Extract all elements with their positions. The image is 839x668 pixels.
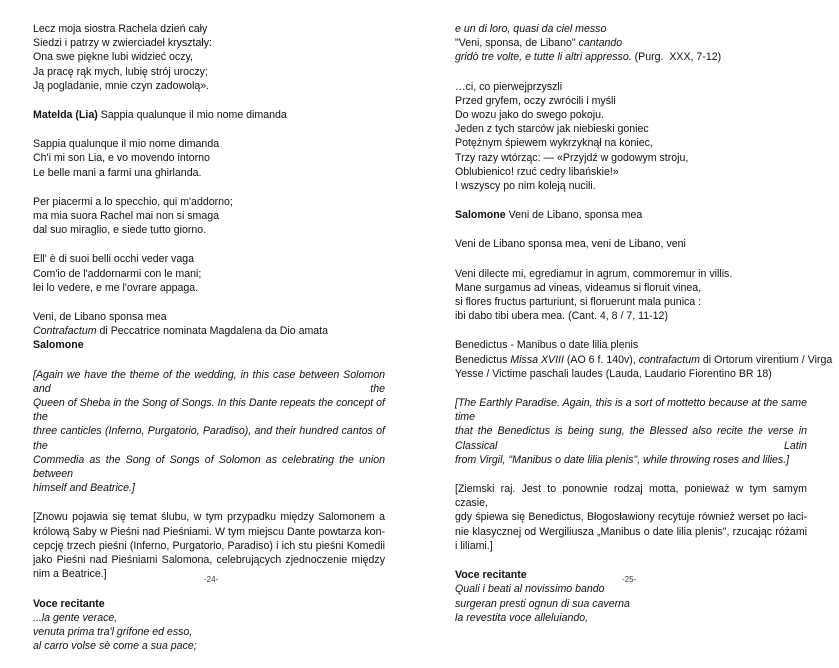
text-run: (AO 6 f. 140v), [563,353,639,366]
verse-line: Ona swe piękne lubi widzieć oczy, [33,51,193,64]
note-line: three canticles (Inferno, Purgatorio, Paradiso), and their hundred cantos of the [33,425,385,452]
verse-line: Le belle mani a farmi una ghirlanda. [33,166,202,179]
heading-line [455,208,807,222]
verse-line: lei lo vedere, e me l'ovrare appaga. [33,281,199,294]
english-note [33,368,385,496]
polish-note [455,482,807,553]
voce-heading: Voce recitante [33,597,105,610]
note-line: [Ziemski raj. Jest to ponownie rodzaj motta, ponieważ w tym samym czasie, [455,483,807,510]
verse-line: ma mia suora Rachel mai non si smaga [33,210,220,223]
text-run: Benedictus [455,353,511,366]
verse-line: Ja pracę rąk mych, lubię strój uroczy; [33,65,208,78]
veni-full [455,237,807,251]
verse-line: Com'io de l'addornarmi con le mani; [33,267,202,280]
verse-line: Quali i beati al novissimo bando [455,583,605,596]
stanza-sappia [33,137,385,180]
verse-text: gridò tre volte, e tutte li altri appresso. [455,51,632,64]
text-run: contrafactum [638,353,700,366]
benedictus-title: Benedictus - Manibus o date lilia plenis [455,339,639,352]
note-line: that the Benedictus is being sung, the Blessed also recite the verse in Classical Latin [455,425,807,452]
benedictus-block [455,338,833,381]
verse-line: Lecz moja siostra Rachela dzień cały [33,23,208,35]
verse-line: al carro volse sè come a sua pace; [33,640,197,653]
verse-line: ibi dabo tibi ubera mea. (Cant. 4, 8 / 7, 11-12) [455,310,668,323]
voce-heading: Voce recitante [455,569,527,582]
latin-stanza [455,267,807,324]
verse-line: I wszyscy po nim koleją nucili. [455,180,596,193]
english-note [455,396,807,467]
note-line: [Znowu pojawia się temat ślubu, w tym przypadku między Salomonem a [33,511,385,524]
verse-line [455,36,807,50]
verse-line [455,50,807,64]
verse-line: venuta prima tra'l grifone ed esso, [33,625,193,638]
note-line: nim a Beatrice.] [33,568,107,581]
stanza-italian [455,22,807,65]
verse-line: Ch'i mi son Lia, e vo movendo intorno [33,152,210,165]
verse-line: dal suo miraglio, e siede tutto giorno. [33,224,207,237]
note-line: [The Earthly Paradise. Again, this is a sort of mottetto because at the same time [455,397,807,424]
verse-line: Jeden z tych starców jak niebieski goniec [455,123,649,136]
verse-line: Ell' è di suoi belli occhi veder vaga [33,253,195,266]
note-line: Queen of Sheba in the Song of Songs. In this Dante repeats the concept of the [33,397,385,424]
incipit: Sappia qualunque il mio nome dimanda [97,109,287,122]
text-run: di Ortorum virentium / Virga [699,353,833,366]
left-page [33,22,385,668]
polish-note [33,510,385,581]
verse-line: ...la gente verace, [33,611,118,624]
incipit: Veni de Libano, sponsa mea [505,209,643,222]
note-line: cepcję trzech pieśni (Inferno, Purgatorio, Paradiso) i ich stu pieśni Komedii [33,539,385,552]
quoted-veni: "Veni, sponsa, de Libano" [455,37,576,50]
veni-line: Veni, de Libano sponsa mea [33,311,167,324]
verse-line: …ci, co pierwejprzyszli [455,80,563,93]
verse-line: e un di loro, quasi da ciel messo [455,23,607,35]
verse-line: la revestita voce alleluiando, [455,611,589,624]
verse-line: Do wozu jako do swego pokoju. [455,109,604,122]
stanza-piacermi [33,195,385,238]
salomone-heading [455,208,807,222]
note-line: from Virgil, "Manibus o date lilia plenis", while throwing roses and lilies.] [455,453,790,466]
text-run: Missa XVIII [510,353,564,366]
note-line: i liliami.] [455,539,493,552]
right-page [455,22,833,640]
contrafactum-line [33,324,385,338]
note-line: królową Saby w Pieśni nad Pieśniami. W tym miejscu Dante powtarza kon- [33,525,385,538]
page-number-right: -25- [622,575,637,584]
verse-line: Trzy razy wtórząc: — «Przyjdź w godowym stroju, [455,151,689,164]
note-line: Commedia as the Song of Songs of Solomon as celebrating the union between [33,453,385,481]
verse-line: Mane surgamus ad vineas, videamus si floruit vinea, [455,281,702,294]
note-line: himself and Beatrice.] [33,482,135,495]
stanza-polish [455,80,807,194]
verse-line: Potężnym śpiewem wykrzyknął na koniec, [455,137,653,150]
stanza-elle [33,252,385,295]
note-line: [Again we have the theme of the wedding, in this case between Solomon and the [33,368,385,395]
verse-line: surgeran presti ognun di sua caverna [455,597,630,610]
contrafactum-word: Contrafactum [33,325,97,338]
page-number-left: -24- [204,575,219,584]
voce-recitante-left [33,597,385,654]
speaker-name: Salomone [455,209,506,222]
benedictus-source [455,353,833,367]
verse-line: si flores fructus parturiunt, si floruerunt mala punica : [455,296,702,309]
citation: (Purg. XXX, 7-12) [631,51,722,64]
verse-line: Przed gryfem, oczy zwrócili i myśli [455,94,616,107]
note-line: jako Pieśni nad Pieśniami Salomona, celebrujących zjednoczenie między [33,554,385,567]
benedictus-source-cont: Yesse / Victime paschali laudes (Lauda, Laudario Fiorentino BR 18) [455,367,772,380]
verse-line: Ją pogladanie, mnie czyn zadowolą». [33,79,210,92]
heading-line [33,108,385,122]
note-line: nie klasycznej od Wergiliusza „Manibus o date lilia plenis", rzucając różami [455,525,807,538]
veni-contrafactum [33,310,385,353]
matelda-heading [33,108,385,122]
verse-line: Veni dilecte mi, egrediamur in agrum, commoremur in villis. [455,267,733,280]
verse-line: Veni de Libano sponsa mea, veni de Libano, veni [455,238,686,251]
verse-line: Siedzi i patrzy w zwierciadeł kryształy: [33,37,212,50]
verse-line: Sappia qualunque il mio nome dimanda [33,138,220,151]
speaker-name: Matelda (Lia) [33,109,98,122]
salomone-label: Salomone [33,339,84,352]
verse-line: Oblubienico! rzuć cedry libańskie!» [455,165,619,178]
verse-line: Per piacermi a lo specchio, qui m'addorno; [33,195,233,208]
contrafactum-source: di Peccatrice nominata Magdalena da Dio amata [96,325,329,338]
stanza-rachel [33,22,385,93]
note-line: gdy śpiewa się Benedictus, Błogosławiony recytuje również werset po łaci- [455,511,807,524]
cantando-word: cantando [575,37,623,50]
